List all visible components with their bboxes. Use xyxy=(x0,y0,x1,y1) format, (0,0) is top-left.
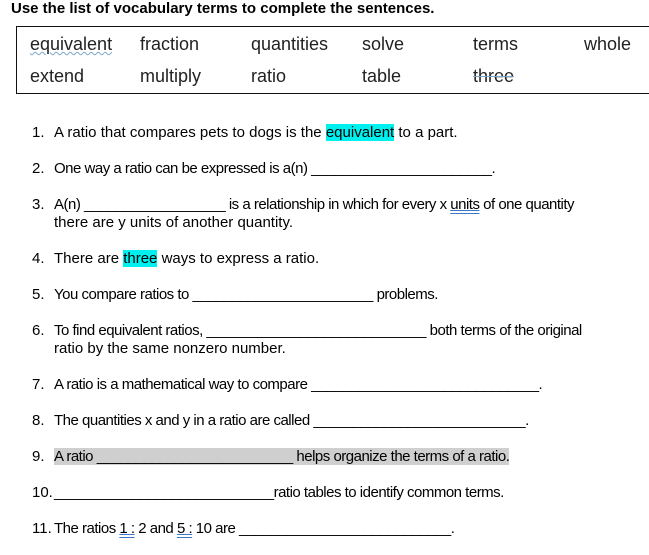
word-bank-term-quantities: quantities xyxy=(251,34,329,54)
question-text-continued: there are y units of another quantity. xyxy=(54,214,294,231)
question-text-highlighted: A ratio _________________________ helps organize the terms of a ratio. xyxy=(54,448,510,465)
question-text: ____________________________ratio tables to identify common terms. xyxy=(54,484,504,501)
question-text: ways to express a ratio. xyxy=(157,250,320,267)
question-number: 1. xyxy=(32,124,45,141)
question-number: 6. xyxy=(32,322,45,339)
question-text: There are xyxy=(54,250,124,267)
question-text: One way a ratio can be expressed is a(n) _______________________. xyxy=(54,160,496,177)
question-number: 9. xyxy=(32,448,45,465)
question-number: 5. xyxy=(32,286,45,303)
question-number: 7. xyxy=(32,376,45,393)
instructions-heading: Use the list of vocabulary terms to complete the sentences. xyxy=(11,0,435,17)
word-bank-term-solve: solve xyxy=(362,34,405,54)
question-number: 4. xyxy=(32,250,45,267)
question-text: A(n) __________________ is a relationship in which for every x xyxy=(54,196,451,213)
word-bank xyxy=(16,26,649,94)
question-text: to a part. xyxy=(394,124,458,141)
question-number: 3. xyxy=(32,196,45,213)
question-text-continued: ratio by the same nonzero number. xyxy=(54,340,286,357)
underlined-ratio: 1 : xyxy=(119,520,135,537)
word-bank-term-fraction: fraction xyxy=(140,34,200,54)
word-bank-term-multiply: multiply xyxy=(140,66,202,86)
question-text: To find equivalent ratios, ____________________________ both terms of the original xyxy=(54,322,582,339)
question-number: 8. xyxy=(32,412,45,429)
question-number: 11. xyxy=(32,520,52,537)
question-number: 10. xyxy=(32,484,53,501)
word-bank-term-equivalent: equivalent xyxy=(30,34,113,54)
question-text: A ratio that compares pets to dogs is the xyxy=(54,124,326,141)
question-text: The quantities x and y in a ratio are called ___________________________. xyxy=(54,412,529,429)
underlined-word: units xyxy=(450,196,480,213)
highlighted-answer: equivalent xyxy=(325,124,395,141)
word-bank-term-whole: whole xyxy=(584,34,632,54)
highlighted-answer: three xyxy=(123,250,158,267)
question-number: 2. xyxy=(32,160,45,177)
question-text: 10 are ___________________________. xyxy=(192,520,455,537)
question-text: A ratio is a mathematical way to compare _____________________________. xyxy=(54,376,543,393)
question-text: The ratios xyxy=(54,520,120,537)
question-text: You compare ratios to _______________________ problems. xyxy=(54,286,438,303)
word-bank-term-terms: terms xyxy=(473,34,518,54)
word-bank-term-ratio: ratio xyxy=(251,66,287,86)
word-bank-term-extend: extend xyxy=(30,66,85,86)
question-text: 2 and xyxy=(134,520,177,537)
question-text: of one quantity xyxy=(479,196,575,213)
underlined-ratio: 5 : xyxy=(176,520,193,537)
word-bank-term-three: three xyxy=(473,66,515,86)
word-bank-term-table: table xyxy=(362,66,402,86)
